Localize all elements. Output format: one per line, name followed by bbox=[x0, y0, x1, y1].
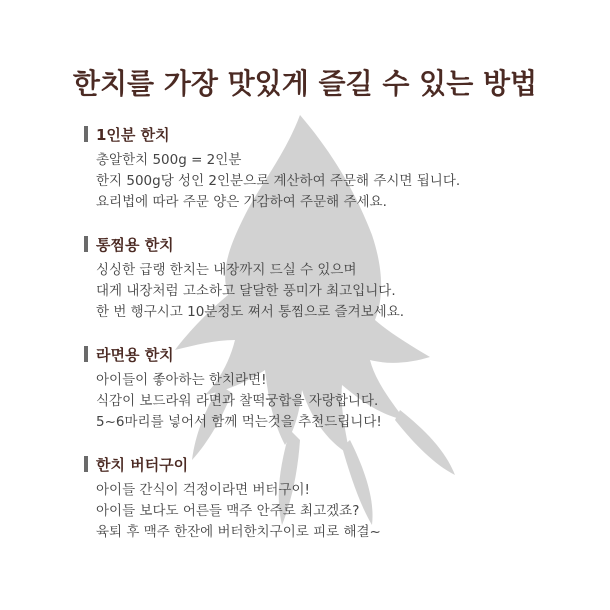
bullet-bar bbox=[84, 346, 88, 362]
section-body bbox=[84, 370, 382, 433]
body-line: 육퇴 후 맥주 한잔에 버터한치구이로 피로 해결~ bbox=[96, 524, 381, 540]
body-line: 한 번 행구시고 10분정도 쪄서 통찜으로 즐겨보세요. bbox=[96, 304, 405, 320]
section-heading: 한치 버터구이 bbox=[96, 455, 189, 474]
section-header bbox=[84, 234, 404, 254]
body-line: 아이들 간식이 걱정이라면 버터구이! bbox=[96, 482, 310, 498]
body-line: 요리법에 따라 주문 양은 가감하여 주문해 주세요. bbox=[96, 194, 387, 210]
section-header bbox=[84, 344, 382, 364]
section-1-serving bbox=[84, 124, 460, 213]
section-heading: 라면용 한치 bbox=[96, 345, 174, 364]
body-line: 아이들이 좋아하는 한치라면! bbox=[96, 372, 267, 388]
section-header bbox=[84, 124, 460, 144]
section-body bbox=[84, 480, 381, 543]
bullet-bar bbox=[84, 456, 88, 472]
section-header bbox=[84, 454, 381, 474]
body-line: 아이들 보다도 어른들 맥주 안주로 최고겠죠? bbox=[96, 503, 360, 519]
body-line: 대게 내장처럼 고소하고 달달한 풍미가 최고입니다. bbox=[96, 283, 396, 299]
bullet-bar bbox=[84, 126, 88, 142]
body-line: 총알한치 500g = 2인분 bbox=[96, 152, 242, 168]
body-line: 한지 500g당 성인 2인분으로 계산하여 주문해 주시면 됩니다. bbox=[96, 173, 461, 189]
section-body bbox=[84, 150, 460, 213]
section-steamed bbox=[84, 234, 404, 323]
section-butter-grill bbox=[84, 454, 381, 543]
section-heading: 1인분 한치 bbox=[96, 125, 170, 144]
body-line: 싱싱한 급랭 한치는 내장까지 드실 수 있으며 bbox=[96, 262, 357, 278]
section-ramen bbox=[84, 344, 382, 433]
section-body bbox=[84, 260, 404, 323]
body-line: 5~6마리를 넣어서 함께 먹는것을 추천드립니다! bbox=[96, 414, 382, 430]
page-title: 한치를 가장 맛있게 즐길 수 있는 방법 bbox=[72, 67, 538, 100]
body-line: 식감이 보드라워 라면과 찰떡궁합을 자랑합니다. bbox=[96, 393, 379, 409]
bullet-bar bbox=[84, 236, 88, 252]
section-heading: 통찜용 한치 bbox=[96, 235, 174, 254]
